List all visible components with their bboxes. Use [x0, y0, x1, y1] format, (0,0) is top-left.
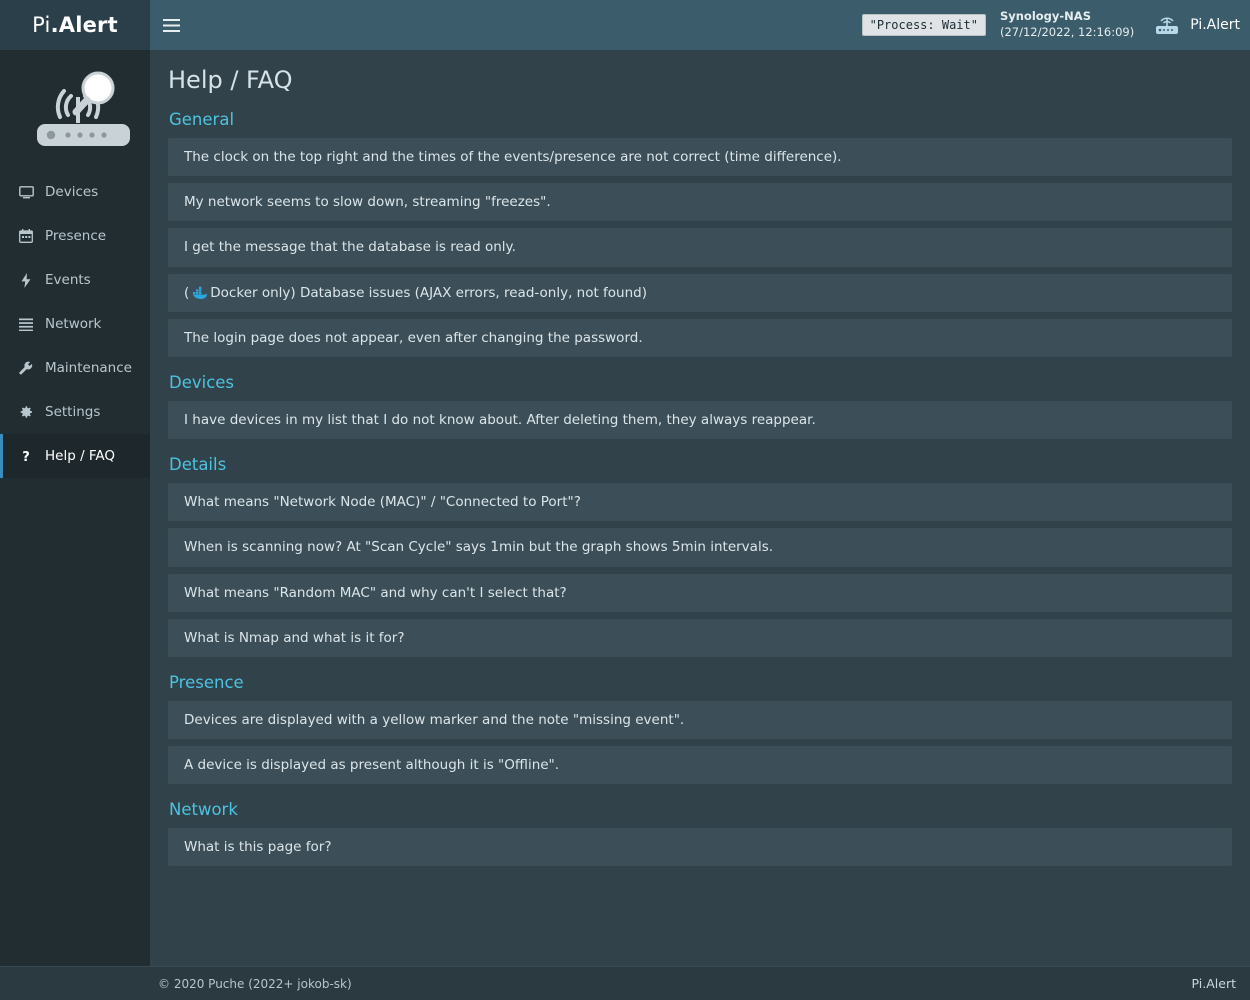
user-menu[interactable]	[1148, 13, 1240, 37]
section-title-general: General	[169, 110, 235, 129]
footer-brand: Pi.Alert	[1191, 976, 1236, 991]
user-name: Pi.Alert	[1190, 17, 1240, 33]
faq-list-general	[168, 138, 1232, 357]
gear-icon	[18, 405, 34, 419]
hamburger-icon[interactable]	[150, 0, 192, 50]
navbar	[150, 0, 1250, 50]
monitor-icon	[18, 186, 34, 199]
sidebar-item-label: Presence	[45, 228, 107, 244]
sidebar-item-label: Events	[45, 272, 91, 288]
faq-item[interactable]: What is Nmap and what is it for?	[168, 619, 1232, 657]
faq-item[interactable]: The clock on the top right and the times of the events/presence are not correct (time difference).	[168, 138, 1232, 176]
brand-prefix: Pi	[32, 13, 51, 37]
faq-prefix: (	[184, 284, 190, 301]
server-info	[1000, 9, 1134, 40]
faq-item[interactable]: A device is displayed as present although it is "Offline".	[168, 746, 1232, 784]
faq-list-details	[168, 483, 1232, 657]
svg-text:?: ?	[22, 450, 30, 463]
question-icon	[18, 449, 34, 463]
sidebar	[0, 50, 150, 966]
sidebar-logo-icon	[0, 50, 150, 170]
docker-icon	[191, 286, 208, 300]
faq-list-devices	[168, 401, 1232, 439]
sidebar-item-label: Settings	[45, 404, 101, 420]
footer	[0, 966, 1250, 1000]
faq-item[interactable]: I get the message that the database is read only.	[168, 228, 1232, 266]
faq-list-presence	[168, 701, 1232, 784]
status-badge: "Process: Wait"	[862, 14, 986, 36]
sidebar-item-settings[interactable]	[0, 390, 150, 434]
main-content	[150, 50, 1250, 966]
section-title-network: Network	[169, 800, 238, 820]
sidebar-item-network[interactable]	[0, 302, 150, 346]
faq-item[interactable]: What is this page for?	[168, 828, 1232, 866]
wrench-icon	[18, 361, 34, 375]
sidebar-item-label: Help / FAQ	[45, 448, 116, 464]
sidebar-item-label: Network	[45, 316, 102, 332]
bolt-icon	[18, 273, 34, 288]
faq-item[interactable]: My network seems to slow down, streaming "freezes".	[168, 183, 1232, 221]
section-title-details: Details	[169, 455, 227, 475]
sidebar-item-events[interactable]	[0, 258, 150, 302]
faq-suffix: Docker only) Database issues (AJAX errors, read-only, not found)	[210, 284, 648, 301]
sidebar-item-devices[interactable]	[0, 170, 150, 214]
faq-item-docker[interactable]	[168, 274, 1232, 312]
top-bar	[0, 0, 1250, 50]
faq-item[interactable]: Devices are displayed with a yellow marker and the note "missing event".	[168, 701, 1232, 739]
faq-item[interactable]: When is scanning now? At "Scan Cycle" says 1min but the graph shows 5min intervals.	[168, 528, 1232, 566]
footer-copyright: © 2020 Puche (2022+ jokob-sk)	[158, 976, 352, 991]
sidebar-item-presence[interactable]	[0, 214, 150, 258]
sidebar-item-label: Devices	[45, 184, 99, 200]
server-time: (27/12/2022, 12:16:09)	[999, 25, 1135, 39]
faq-item[interactable]: I have devices in my list that I do not know about. After deleting them, they always reappear.	[168, 401, 1232, 439]
server-name: Synology-NAS	[999, 9, 1091, 24]
section-title-presence: Presence	[169, 672, 244, 692]
sidebar-item-label: Maintenance	[45, 360, 132, 376]
page-title: Help / FAQ	[168, 66, 293, 94]
section-title-devices: Devices	[169, 372, 235, 392]
faq-item[interactable]: What means "Network Node (MAC)" / "Connected to Port"?	[168, 483, 1232, 521]
calendar-icon	[18, 229, 34, 243]
sidebar-item-maintenance[interactable]	[0, 346, 150, 390]
list-icon	[18, 318, 34, 331]
brand-suffix: .Alert	[50, 13, 118, 37]
body-wrapper	[0, 50, 1250, 966]
sidebar-item-help-faq[interactable]	[0, 434, 150, 478]
navbar-right	[862, 0, 1240, 50]
router-icon	[1152, 13, 1182, 37]
faq-list-network	[168, 828, 1232, 866]
faq-item[interactable]: What means "Random MAC" and why can't I select that?	[168, 574, 1232, 612]
brand-logo[interactable]	[0, 0, 150, 50]
faq-item[interactable]: The login page does not appear, even after changing the password.	[168, 319, 1232, 357]
sidebar-menu	[0, 170, 150, 478]
